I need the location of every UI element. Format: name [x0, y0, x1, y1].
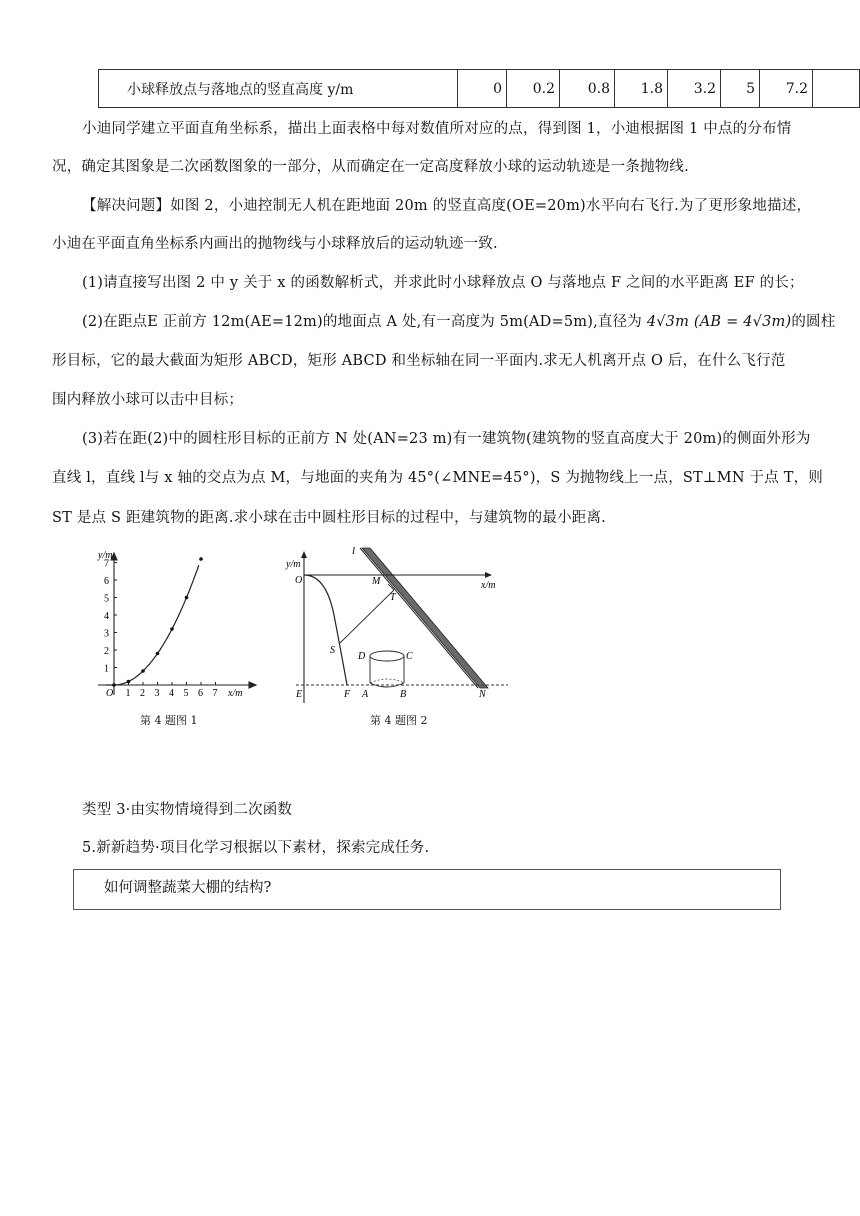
question-3-line: (3)若在距(2)中的圆柱形目标的正前方 N 处(AN=23 m)有一建筑物(建筑物的竖直高度大于 20m)的侧面外形为 [82, 431, 811, 447]
label-f: F [344, 689, 351, 700]
y-tick-label: 7 [104, 558, 109, 570]
x-tick-label: 4 [169, 688, 174, 699]
y-tick-label: 5 [104, 593, 109, 605]
material-box-title: 如何调整蔬菜大棚的结构? [104, 880, 272, 896]
data-point [185, 596, 189, 600]
data-table [98, 69, 860, 108]
x-axis-label: x/m [481, 580, 496, 591]
label-l: l [352, 545, 356, 557]
paragraph-line: 【解决问题】如图 2，小迪控制无人机在距地面 20m 的竖直高度(OE=20m)水平向右飞行.为了更形象地描述， [82, 198, 812, 214]
data-point [112, 683, 116, 687]
table-cell: 0 [458, 70, 507, 108]
x-tick-label: 7 [212, 688, 218, 699]
question-5: 5.新新趋势·项目化学习根据以下素材，探索完成任务. [82, 840, 430, 856]
data-point [141, 669, 145, 673]
data-point [127, 680, 131, 684]
x-tick-label: 5 [183, 688, 189, 699]
section-heading: 类型 3·由实物情境得到二次函数 [82, 802, 293, 818]
figure-2 [282, 545, 522, 707]
question-2-line-1 [82, 310, 835, 331]
parabola [304, 575, 347, 685]
label-t: T [390, 592, 396, 603]
table-cell: 7.2 [760, 70, 813, 108]
math-expression: (AB = 4√3m) [693, 314, 792, 330]
origin-label: O [106, 688, 114, 699]
paragraph-line: ST 是点 S 距建筑物的距离.求小球在击中圆柱形目标的过程中，与建筑物的最小距离. [52, 510, 606, 526]
y-axis-label: y/m [98, 550, 113, 561]
label-c: C [406, 651, 413, 662]
figure-1-caption: 第 4 题图 1 [140, 714, 198, 727]
segment-st [340, 590, 394, 643]
cylinder-top [370, 651, 404, 661]
building-wall [362, 548, 488, 688]
x-tick-label: 2 [140, 688, 145, 699]
figure-2-caption: 第 4 题图 2 [370, 714, 428, 727]
table-cell [813, 70, 860, 108]
data-point [156, 652, 160, 656]
y-tick-label: 2 [104, 646, 109, 657]
y-axis-arrow [301, 551, 307, 558]
x-axis-arrow [485, 572, 492, 578]
x-tick-label: 1 [125, 688, 131, 699]
label-b: B [400, 689, 407, 700]
y-tick-label: 6 [104, 576, 109, 587]
y-tick-label: 3 [104, 628, 109, 640]
figure-1 [84, 545, 264, 705]
label-e: E [296, 689, 303, 700]
question-1: (1)请直接写出图 2 中 y 关于 x 的函数解析式，并求此时小球释放点 O 与落地点 F 之间的水平距离 EF 的长； [82, 275, 804, 291]
math-expression: 4√3m [646, 314, 690, 330]
y-tick-label: 1 [104, 663, 109, 675]
data-point [199, 557, 203, 561]
paragraph-line: 围内释放小球可以击中目标； [52, 392, 244, 408]
question-2-text: 的圆柱 [791, 314, 836, 330]
paragraph-line: 直线 l，直线 l与 x 轴的交点为点 M，与地面的夹角为 45°(∠MNE=45°)，S 为抛物线上一点，ST⊥MN 于点 T，则 [52, 470, 823, 486]
x-tick-label: 6 [198, 688, 203, 699]
question-2-text: (2)在距点E 正前方 12m(AE=12m)的地面点 A 处,有一高度为 5m(AD=5m),直径为 [82, 314, 642, 330]
paragraph-line: 况，确定其图象是二次函数图象的一部分，从而确定在一定高度释放小球的运动轨迹是一条抛物线. [52, 159, 689, 175]
paragraph-line: 形目标，它的最大截面为矩形 ABCD，矩形 ABCD 和坐标轴在同一平面内.求无人机离开点 O 后，在什么飞行范 [52, 353, 786, 369]
data-point [170, 627, 174, 631]
label-a: A [362, 689, 369, 700]
table-cell: 5 [721, 70, 760, 108]
paragraph-line: 小迪同学建立平面直角坐标系，描出上面表格中每对数值所对应的点，得到图 1，小迪根据图 1 中点的分布情 [82, 121, 792, 137]
table-row [99, 70, 860, 108]
y-axis-label: y/m [286, 559, 301, 570]
cylinder-bottom-hidden [370, 679, 404, 683]
label-d: D [358, 651, 366, 662]
line-l [360, 548, 478, 688]
x-axis-label: x/m [228, 688, 243, 699]
table-cell: 3.2 [668, 70, 721, 108]
x-tick-label: 3 [154, 688, 160, 699]
curve [105, 565, 199, 685]
label-m: M [372, 576, 381, 587]
x-axis-arrow [249, 682, 256, 688]
table-cell: 0.8 [560, 70, 615, 108]
paragraph-line: 小迪在平面直角坐标系内画出的抛物线与小球释放后的运动轨迹一致. [52, 236, 498, 252]
label-o: O [295, 575, 303, 586]
table-cell: 0.2 [507, 70, 560, 108]
label-n: N [479, 689, 486, 700]
label-s: S [330, 645, 335, 656]
table-row-label: 小球释放点与落地点的竖直高度 y/m [99, 70, 458, 108]
table-cell: 1.8 [615, 70, 668, 108]
y-tick-label: 4 [104, 611, 109, 622]
material-box [73, 869, 781, 910]
